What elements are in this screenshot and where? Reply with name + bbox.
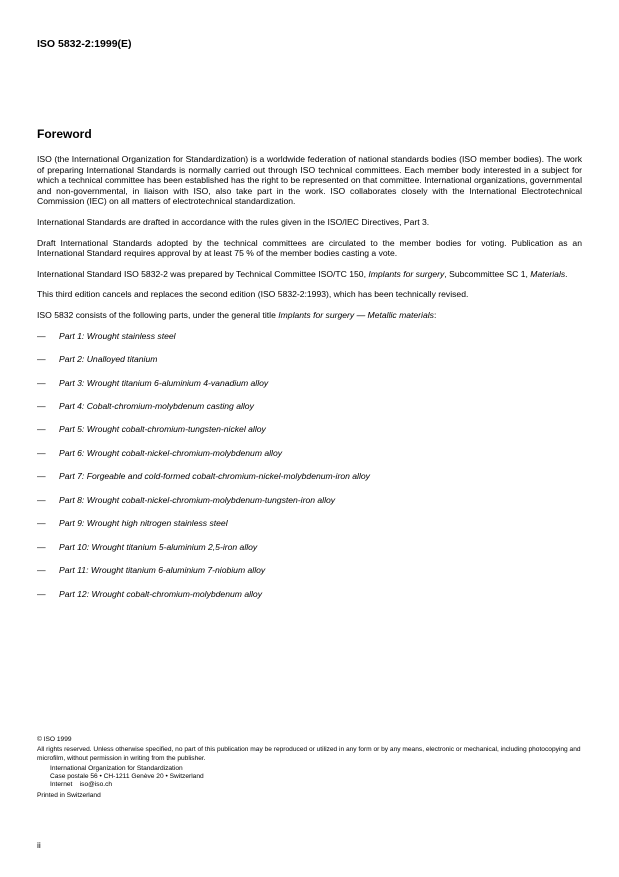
- dash-marker: —: [37, 330, 46, 341]
- dash-marker: —: [37, 447, 46, 458]
- part-title: Part 9: Wrought high nitrogen stainless steel: [59, 518, 228, 529]
- parts-intro-text: ISO 5832 consists of the following parts, under the general title: [37, 309, 279, 320]
- paragraph-edition: This third edition cancels and replaces the second edition (ISO 5832-2:1993), which has been technically revised.: [37, 289, 469, 300]
- preparation-title-implants: Implants for surgery: [368, 268, 445, 279]
- printed-in: Printed in Switzerland: [37, 791, 101, 799]
- preparation-title-materials: Materials: [530, 268, 566, 279]
- internet-label: Internet: [50, 781, 73, 789]
- part-title: Part 4: Cobalt-chromium-molybdenum casting alloy: [59, 400, 254, 411]
- list-item: [37, 518, 582, 529]
- parts-list: [37, 331, 582, 600]
- parts-general-title: Implants for surgery — Metallic materials: [278, 309, 434, 320]
- list-item: [37, 331, 582, 342]
- foreword-body: [37, 154, 582, 612]
- paragraph-drafting-rules: International Standards are drafted in accordance with the rules given in the ISO/IEC Directives, Part 3.: [37, 216, 430, 227]
- part-title: Part 11: Wrought titanium 6-aluminium 7-niobium alloy: [59, 565, 266, 576]
- part-title: Part 5: Wrought cobalt-chromium-tungsten-nickel alloy: [59, 424, 266, 435]
- part-title: Part 2: Unalloyed titanium: [59, 354, 158, 365]
- preparation-text-c: , Subcommittee SC 1,: [444, 268, 531, 279]
- list-item: [37, 471, 582, 482]
- dash-marker: —: [37, 541, 46, 552]
- dash-marker: —: [37, 565, 46, 576]
- copyright-line: © ISO 1999: [37, 736, 72, 743]
- dash-marker: —: [37, 424, 46, 435]
- paragraph-preparation: [37, 269, 582, 280]
- dash-marker: —: [37, 471, 46, 482]
- part-title: Part 6: Wrought cobalt-nickel-chromium-molybdenum alloy: [59, 447, 283, 458]
- document-identifier: ISO 5832-2:1999(E): [37, 38, 132, 50]
- dash-marker: —: [37, 400, 46, 411]
- part-title: Part 12: Wrought cobalt-chromium-molybdenum alloy: [59, 588, 262, 599]
- internet-contact: [50, 781, 582, 789]
- part-title: Part 1: Wrought stainless steel: [59, 330, 176, 341]
- list-item: [37, 448, 582, 459]
- list-item: [37, 495, 582, 506]
- list-item: [37, 378, 582, 389]
- part-title: Part 7: Forgeable and cold-formed cobalt-chromium-nickel-molybdenum-iron alloy: [59, 471, 370, 482]
- list-item: [37, 542, 582, 553]
- dash-marker: —: [37, 588, 46, 599]
- list-item: [37, 401, 582, 412]
- list-item: [37, 565, 582, 576]
- paragraph-iso-description: ISO (the International Organization for Standardization) is a worldwide federation of national standards bodies (ISO member bodies). The work of preparing International Standards is normally carried out through ISO technical committees. Each member body interested in a subject for which a technical committee has been established has the right to be represented on that committee. International organizations, governmental and non-governmental, in liaison with ISO, also take part in the work. ISO collaborates closely with the International Electrotechnical Commission (IEC) on all matters of electrotechnical standardization.: [37, 154, 582, 207]
- rights-statement: All rights reserved. Unless otherwise specified, no part of this publication may be reproduced or utilized in any form or by any means, electronic or mechanical, including photocopying and microfilm, without permission in writing from the publisher.: [37, 746, 581, 762]
- copyright-footer: [37, 736, 582, 800]
- organization-name: International Organization for Standardization: [50, 764, 183, 772]
- paragraph-parts-intro: [37, 310, 582, 321]
- preparation-text-e: .: [565, 268, 568, 279]
- list-item: [37, 424, 582, 435]
- foreword-heading: Foreword: [37, 127, 92, 141]
- dash-marker: —: [37, 354, 46, 365]
- page-number: ii: [37, 840, 41, 850]
- part-title: Part 10: Wrought titanium 5-aluminium 2,5-iron alloy: [59, 541, 258, 552]
- parts-intro-colon: :: [433, 309, 437, 320]
- postal-address: Case postale 56 • CH-1211 Genève 20 • Switzerland: [50, 773, 204, 781]
- preparation-text-a: International Standard ISO 5832-2 was prepared by Technical Committee ISO/TC 150,: [37, 268, 369, 279]
- part-title: Part 8: Wrought cobalt-nickel-chromium-molybdenum-tungsten-iron alloy: [59, 494, 336, 505]
- dash-marker: —: [37, 494, 46, 505]
- list-item: [37, 354, 582, 365]
- dash-marker: —: [37, 377, 46, 388]
- paragraph-voting: Draft International Standards adopted by the technical committees are circulated to the member bodies for voting. Publication as an International Standard requires approval by at least 75 % of the member bodies casting a vote.: [37, 237, 582, 259]
- part-title: Part 3: Wrought titanium 6-aluminium 4-vanadium alloy: [59, 377, 269, 388]
- internet-email-link[interactable]: iso@iso.ch: [79, 781, 113, 789]
- dash-marker: —: [37, 518, 46, 529]
- list-item: [37, 589, 582, 600]
